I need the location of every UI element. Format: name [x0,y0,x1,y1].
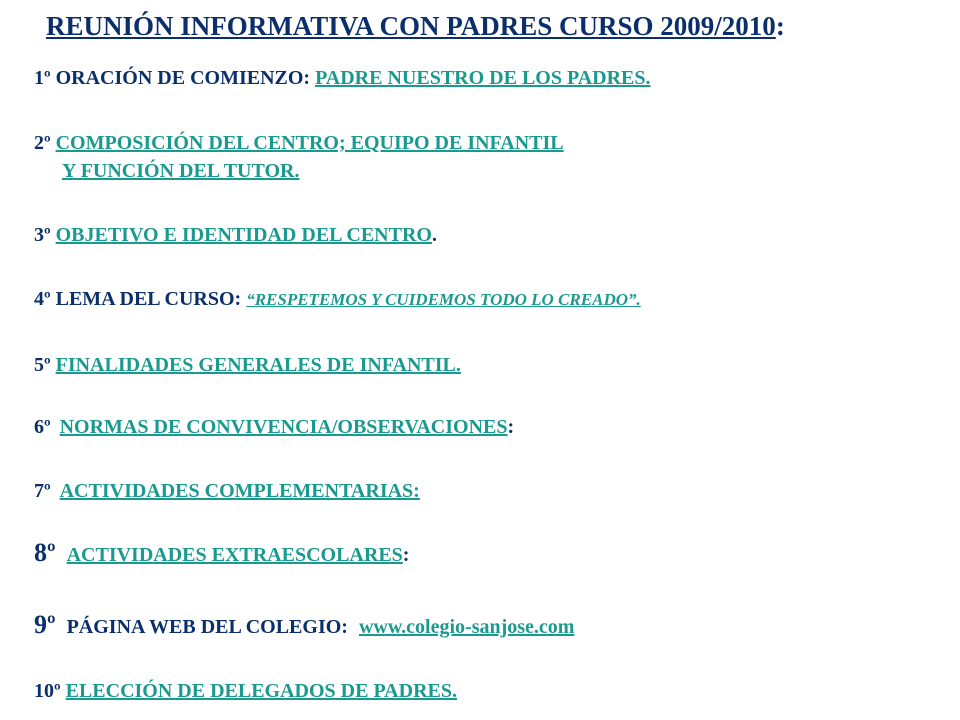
item-label: ORACIÓN DE COMIENZO: [55,67,316,89]
item-suffix: . [431,224,437,246]
agenda-item-3 [34,224,437,247]
item-suffix: : [402,544,410,566]
agenda-item-9 [34,610,574,640]
item-label: PÁGINA WEB DEL COLEGIO: [66,616,353,638]
item-link[interactable]: ACTIVIDADES EXTRAESCOLARES [66,544,403,566]
item-link[interactable]: ELECCIÓN DE DELEGADOS DE PADRES. [65,680,457,702]
item-number: 3º [34,224,51,246]
agenda-item-10 [34,680,457,703]
agenda-item-6 [34,416,514,439]
item-link[interactable]: FINALIDADES GENERALES DE INFANTIL. [55,354,461,376]
title-colon: : [775,11,785,41]
item-number: 10º [34,680,61,702]
item-link-continuation[interactable]: Y FUNCIÓN DEL TUTOR. [62,160,300,182]
item-number: 9º [34,610,56,639]
title-bar [26,4,930,48]
agenda-item-4 [34,288,641,311]
item-link[interactable]: “RESPETEMOS Y CUIDEMOS TODO LO CREADO”. [246,290,641,309]
agenda-item-7 [34,480,420,503]
item-link[interactable]: COMPOSICIÓN DEL CENTRO; EQUIPO DE INFANTIL [55,132,564,154]
item-link[interactable]: OBJETIVO E IDENTIDAD DEL CENTRO [55,224,432,246]
agenda-item-8 [34,538,409,568]
item-number: 2º [34,132,51,154]
page-title: REUNIÓN INFORMATIVA CON PADRES CURSO 2009/2010 [46,11,776,41]
agenda-item-1 [34,67,650,90]
item-number: 8º [34,538,56,567]
agenda-item-2 [34,132,564,155]
item-number: 6º [34,416,51,438]
item-label: LEMA DEL CURSO: [55,288,247,310]
item-link[interactable]: PADRE NUESTRO DE LOS PADRES. [315,67,651,89]
website-link[interactable]: www.colegio-sanjose.com [358,616,575,638]
agenda-item-2-cont [34,160,299,183]
item-number: 1º [34,67,51,89]
item-number: 5º [34,354,51,376]
item-link[interactable]: NORMAS DE CONVIVENCIA/OBSERVACIONES [59,416,508,438]
item-link[interactable]: ACTIVIDADES COMPLEMENTARIAS: [59,480,420,502]
item-number: 4º [34,288,51,310]
agenda-item-5 [34,354,461,377]
item-number: 7º [34,480,51,502]
item-suffix: : [507,416,515,438]
